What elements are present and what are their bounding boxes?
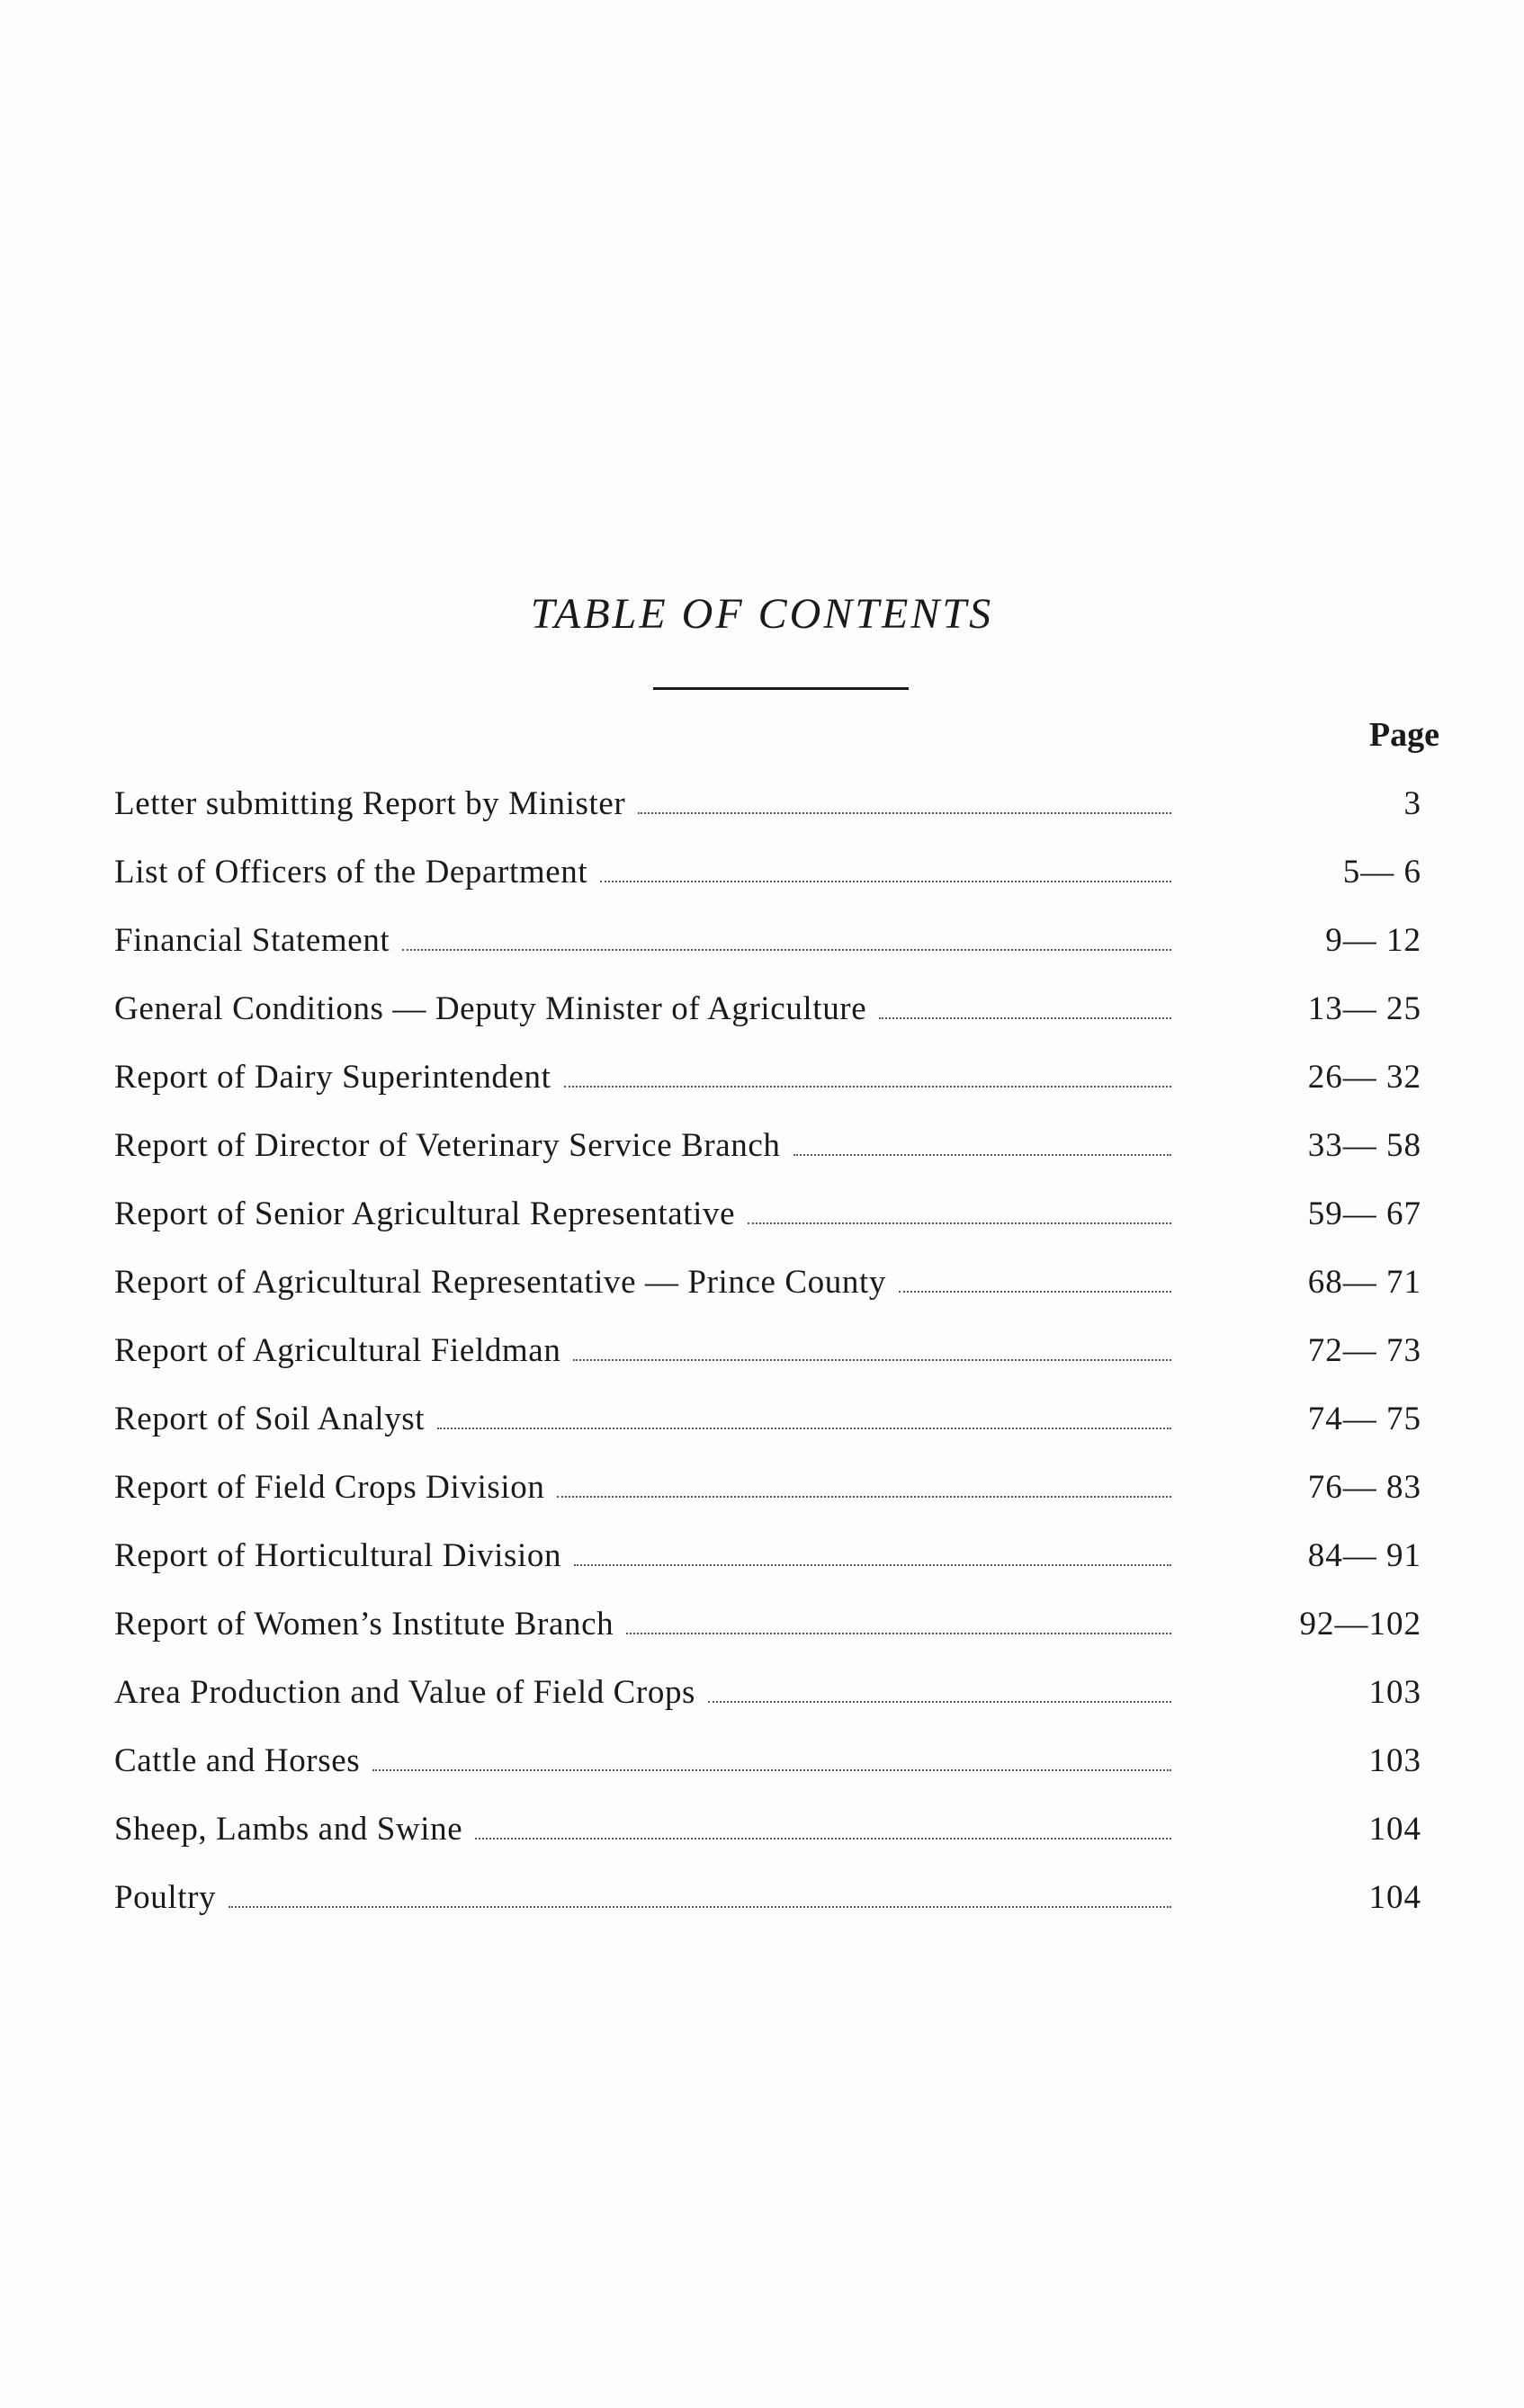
toc-entry-label: Report of Senior Agricultural Representative (114, 1195, 736, 1232)
toc-entry-pages: 3 (1403, 785, 1421, 822)
toc-entry-label: Report of Dairy Superintendent (114, 1059, 551, 1096)
toc-entry-label: Area Production and Value of Field Crops (114, 1674, 696, 1711)
toc-entry-pages: 5— 6 (1342, 854, 1421, 891)
toc-entry (0, 853, 1524, 921)
dot-leader (748, 1222, 1171, 1224)
toc-entry (0, 1810, 1524, 1878)
toc-entry-label: Letter submitting Report by Minister (114, 785, 626, 822)
toc-entry-pages: 68— 71 (1307, 1264, 1421, 1301)
toc-entry-label: Report of Agricultural Fieldman (114, 1332, 561, 1369)
toc-entry-pages: 103 (1368, 1742, 1421, 1779)
toc-entry-pages: 76— 83 (1307, 1469, 1421, 1506)
toc-entry-label: Financial Statement (114, 922, 390, 959)
toc-entry (0, 1605, 1524, 1673)
toc-entry (0, 1263, 1524, 1331)
dot-leader (708, 1701, 1171, 1703)
dot-leader (574, 1564, 1171, 1566)
dot-leader (879, 1017, 1171, 1019)
toc-entry-pages: 104 (1368, 1879, 1421, 1916)
dot-leader (437, 1428, 1171, 1429)
dot-leader (638, 812, 1171, 814)
dot-leader (229, 1906, 1171, 1908)
dot-leader (475, 1838, 1171, 1840)
toc-entry (0, 921, 1524, 989)
page-title: TABLE OF CONTENTS (530, 590, 994, 638)
dot-leader (557, 1496, 1171, 1498)
toc-entry-label: Report of Women’s Institute Branch (114, 1606, 614, 1643)
toc-entry (0, 1400, 1524, 1468)
toc-entry-pages: 92—102 (1299, 1606, 1421, 1643)
toc-entry (0, 1195, 1524, 1263)
toc-entry-label: Report of Horticultural Division (114, 1537, 562, 1574)
toc-entry (0, 1536, 1524, 1605)
toc-entry-label: Report of Agricultural Representative — Prince County (114, 1264, 886, 1301)
toc-entry (0, 1878, 1524, 1947)
dot-leader (899, 1291, 1171, 1293)
toc-entry-label: Sheep, Lambs and Swine (114, 1811, 463, 1848)
dot-leader (402, 949, 1171, 951)
dot-leader (600, 881, 1171, 882)
toc-entry (0, 1058, 1524, 1126)
toc-entry-pages: 103 (1368, 1674, 1421, 1711)
toc-entry-pages: 72— 73 (1307, 1332, 1421, 1369)
toc-entry-pages: 84— 91 (1307, 1537, 1421, 1574)
dot-leader (573, 1359, 1171, 1361)
toc-entry (0, 1126, 1524, 1195)
dot-leader (564, 1086, 1171, 1088)
toc-entry-pages: 59— 67 (1307, 1195, 1421, 1232)
toc-entry-label: List of Officers of the Department (114, 854, 588, 891)
dot-leader (793, 1154, 1171, 1156)
toc-entry (0, 784, 1524, 853)
toc-entry (0, 989, 1524, 1058)
toc-entry-label: Report of Field Crops Division (114, 1469, 545, 1506)
toc-entry-label: General Conditions — Deputy Minister of Agriculture (114, 990, 867, 1027)
dot-leader (626, 1633, 1171, 1634)
title-divider (653, 687, 909, 690)
toc-entry-label: Cattle and Horses (114, 1742, 361, 1779)
toc-entry-pages: 104 (1368, 1811, 1421, 1848)
toc-entry (0, 1673, 1524, 1741)
toc-entry-pages: 26— 32 (1307, 1059, 1421, 1096)
toc-entry-pages: 13— 25 (1307, 990, 1421, 1027)
toc-entry (0, 1331, 1524, 1400)
page-column-header: Page (1368, 716, 1439, 754)
toc-entry-label: Report of Soil Analyst (114, 1401, 426, 1437)
dot-leader (372, 1769, 1171, 1771)
toc-entry (0, 1741, 1524, 1810)
toc-entry-label: Poultry (114, 1879, 217, 1916)
toc-entry-pages: 9— 12 (1325, 922, 1421, 959)
toc-entry-pages: 74— 75 (1307, 1401, 1421, 1437)
toc-entry-label: Report of Director of Veterinary Service Branch (114, 1127, 781, 1164)
toc-entry-pages: 33— 58 (1307, 1127, 1421, 1164)
toc-entry (0, 1468, 1524, 1536)
toc-list (0, 784, 1524, 1947)
